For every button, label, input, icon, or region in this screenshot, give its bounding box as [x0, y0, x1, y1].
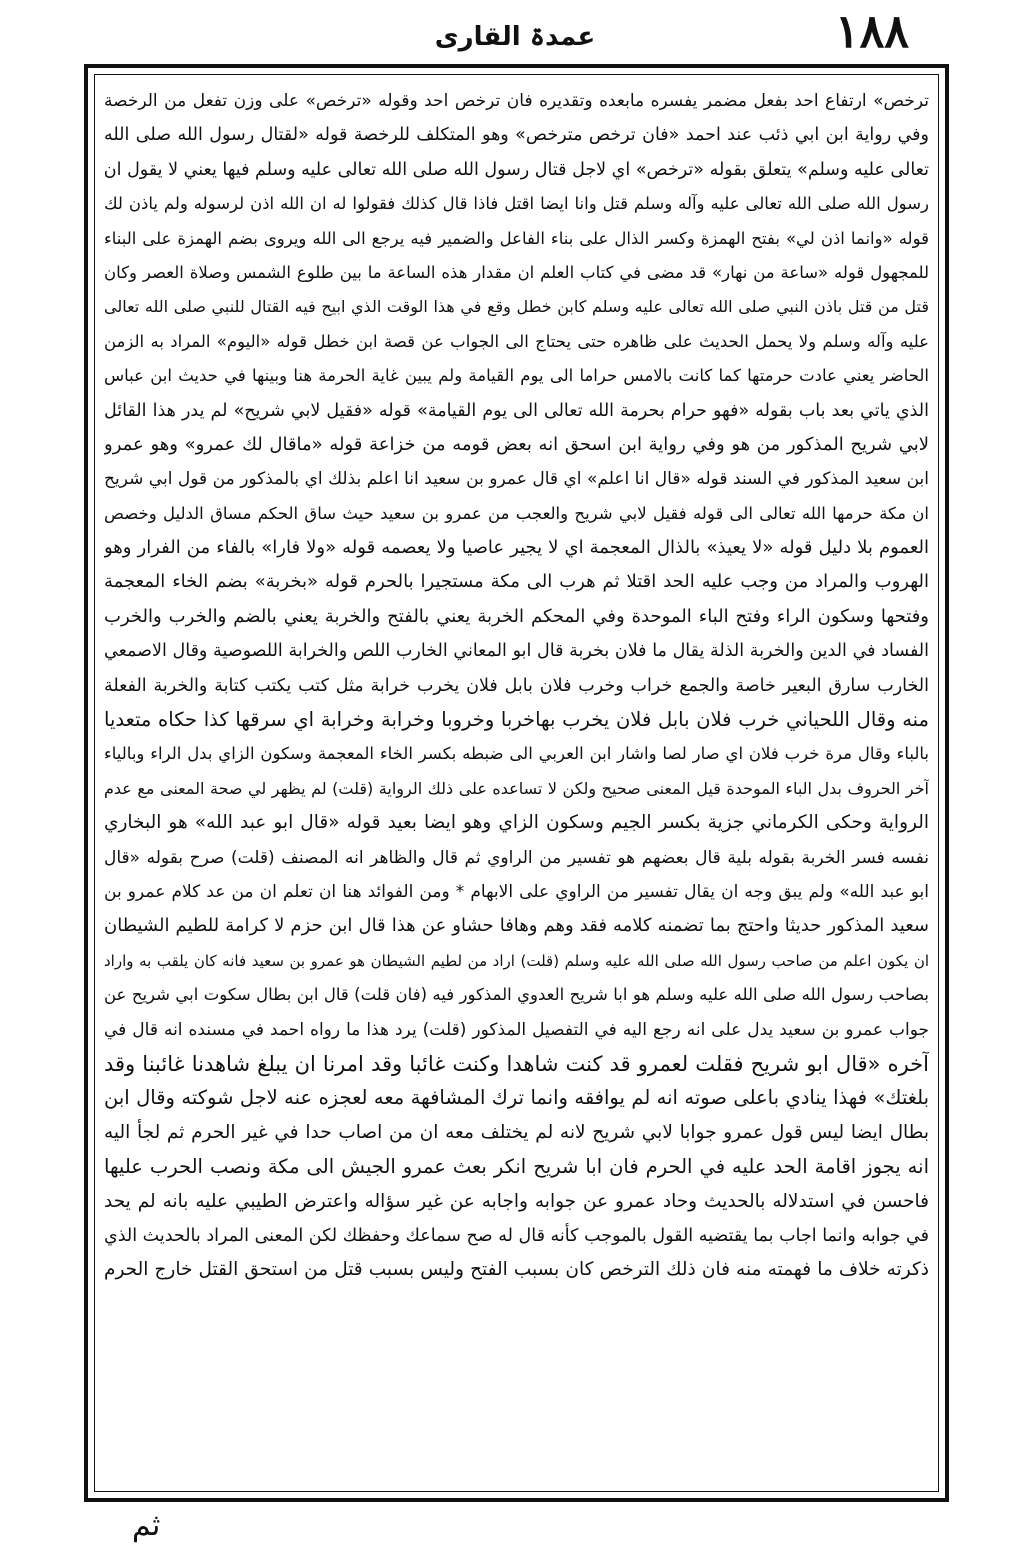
text-line: ان مكة حرمها الله تعالى الى قوله فقيل لابي شريح والعجب من عمرو بن سعيد حيث ساق الحكم مساق الدليل وخصص	[104, 503, 929, 523]
page-header	[0, 0, 1027, 62]
text-line: تعالى عليه وسلم» يتعلق بقوله «ترخص» اي لاجل قتال رسول الله صلى الله تعالى عليه وسلم فيها يعني لا يقول ان	[104, 159, 929, 180]
text-line: ابن سعيد المذكور في السند قوله «قال انا اعلم» اي قال عمرو بن سعيد انا اعلم بذلك اي بالمذكور من قول ابي شريح	[104, 469, 929, 490]
text-line: منه وقال اللحياني خرب فلان بابل فلان يخرب بهاخربا وخروبا وخرابة وخرابة اي سرقها كذا حكاه متعديا	[104, 708, 929, 732]
text-line: انه يجوز اقامة الحد عليه في الحرم فان ابا شريح انكر بعث عمرو الجيش الى مكة ونصب الحرب عليها	[104, 1155, 929, 1179]
catchword: ثم	[132, 1508, 161, 1543]
text-line: سعيد المذكور حديثا واحتج بما تضمنه كلامه فقد وهم وهافا حشاو عن هذا قال ابن حزم لا كرامة للطيم الشيطان	[104, 915, 929, 937]
text-line: وفتحها وسكون الراء وفتح الباء الموحدة وفي المحكم الخربة يعني بالفتح والخربة يعني بالضم والخرب والخرب	[104, 605, 929, 627]
text-line: وفي رواية ابن ابي ذئب عند احمد «فان ترخص مترخص» وهو المتكلف للرخصة قوله «لقتال رسول الله صلى الله	[104, 125, 929, 146]
text-line: الفساد في الدين والخربة الذلة يقال ما فلان بخربة قال ابو المعاني الخارب اللص والخرابة اللصوصية وقال الاصمعي	[104, 641, 929, 662]
text-line: الهروب والمراد من وجب عليه الحد اقتلا ثم هرب الى مكة مستجيرا بالحرم قوله «بخربة» بضم الخاء المعجمة	[104, 571, 929, 593]
text-line: نفسه فسر الخربة بقوله بلية قال بعضهم هو تفسير من الراوي ثم قال والظاهر انه المصنف (قلت) صرح بقوله «قال	[104, 847, 929, 868]
text-line: للمجهول قوله «ساعة من نهار» قد مضى في كتاب العلم ان مقدار هذه الساعة ما بين طلوع الشمس وصلاة العصر وكان	[104, 262, 929, 282]
text-line: العموم بلا دليل قوله «لا يعيذ» بالذال المعجمة اي لا يجير عاصيا ولا يعصمه قوله «ولا فارا» بالفاء من الفرار وهو	[104, 537, 929, 559]
text-line: عليه وآله وسلم ولا يحمل الحديث على ظاهره حتى يحتاج الى الجواب عن قصة ابن خطل قوله «اليوم» المراد به الزمن	[104, 331, 929, 351]
text-line: فاحسن في استدلاله بالحديث وحاد عمرو عن جوابه واجابه عن غير سؤاله واعترض الطيبي عليه بانه لم يحد	[104, 1190, 929, 1212]
text-line: آخره «قال ابو شريح فقلت لعمرو قد كنت شاهدا وكنت غائبا وقد امرنا ان يبلغ شاهدنا غائبنا وقد	[104, 1051, 929, 1076]
page-number: ١٨٨	[834, 4, 909, 58]
text-line: بلغتك» فهذا ينادي باعلى صوته انه لم يوافقه وانما ترك المشافهة معه لعجزه عنه لاجل شوكته وقال ابن	[104, 1086, 929, 1110]
text-line: قوله «وانما اذن لي» بفتح الهمزة وكسر الذال على بناء الفاعل والضمير فيه يرجع الى الله ويروى بضم الهمزة على البناء	[104, 228, 929, 248]
text-line: جواب عمرو بن سعيد يدل على انه رجع اليه في التفصيل المذكور (قلت) يرد هذا ما رواه احمد في مسنده انه قال في	[104, 1019, 929, 1040]
text-line: بالباء وقال مرة خرب فلان اي صار لصا واشار ابن العربي الى ضبطه بكسر الخاء المعجمة وسكون الزاي بدل الراء وبالياء	[104, 744, 929, 764]
text-line: بصاحب رسول الله صلى الله عليه وسلم هو ابا شريح العدوي المذكور فيه (فان قلت) قال ابن بطال سكوت ابي شريح عن	[104, 985, 929, 1005]
text-line: في جوابه وانما اجاب بما يقتضيه القول بالموجب كأنه قال له صح سماعك وحفظك لكن المعنى المراد بالحديث الذي	[104, 1225, 929, 1246]
running-title: عمدۃ القاری	[434, 22, 596, 52]
text-line: لابي شريح المذكور من هو وفي رواية ابن اسحق انه بعض قومه من خزاعة قوله «ماقال لك عمرو» وهو عمرو	[104, 433, 929, 455]
text-line: الرواية وحكى الكرماني جزية بكسر الجيم وسكون الزاي وهو ايضا بعيد قوله «قال ابو عبد الله» هو البخاري	[104, 812, 929, 834]
text-line: ان يكون اعلم من صاحب رسول الله صلى الله عليه وسلم (قلت) اراد من لطيم الشيطان هو عمرو بن سعيد فانه كان يلقب به واراد	[104, 951, 929, 970]
text-line: الخارب سارق البعير خاصة والجمع خراب وخرب فلان بابل فلان يخرب خرابة مثل كتب يكتب كتابة والخربة الفعلة	[104, 675, 929, 696]
text-line: آخر الحروف بدل الباء الموحدة قيل المعنى صحيح ولكن لا تساعده على ذلك الرواية (قلت) لم يظهر لي صحة المعنى مع عدم	[104, 778, 929, 798]
text-line: بطال ايضا ليس قول عمرو جوابا لابي شريح لانه لم يختلف معه ان من اصاب حدا في غير الحرم ثم لجأ اليه	[104, 1121, 929, 1143]
text-line: ترخص» ارتفاع احد بفعل مضمر يفسره مابعده وتقديره فان ترخص احد وقوله «ترخص» على وزن تفعل من الرخصة	[104, 91, 929, 111]
commentary-text-block	[104, 84, 929, 1488]
text-line: ابو عبد الله» ولم يبق وجه ان يقال تفسير من الراوي على الابهام * ومن الفوائد هنا ان تعلم ان من عد كلام عمرو بن	[104, 881, 929, 902]
text-line: رسول الله صلى الله تعالى عليه وآله وسلم قتل وانا ايضا اقتل فاذا قال كذلك فقولوا له ان الله اذن لرسوله ولم ياذن لك	[104, 194, 929, 214]
text-line: ذكرته خلاف ما فهمته منه فان ذلك الترخص كان بسبب الفتح وليس بسبب قتل من استحق القتل خارج الحرم	[104, 1259, 929, 1281]
text-line: قتل من قتل باذن النبي صلى الله تعالى عليه وسلم كابن خطل وقع في هذا الوقت الذي ابيح فيه القتال للنبي صلى الله تعالى	[104, 297, 929, 317]
text-line: الذي ياتي بعد باب بقوله «فهو حرام بحرمة الله تعالى الى يوم القيامة» قوله «فقيل لابي شريح» لم يدر هذا القائل	[104, 400, 929, 421]
text-line: الحاضر يعني عادت حرمتها كما كانت بالامس حراما الى يوم القيامة ولم يبين غاية الحرمة هنا وبينها في حديث ابن عباس	[104, 366, 929, 386]
